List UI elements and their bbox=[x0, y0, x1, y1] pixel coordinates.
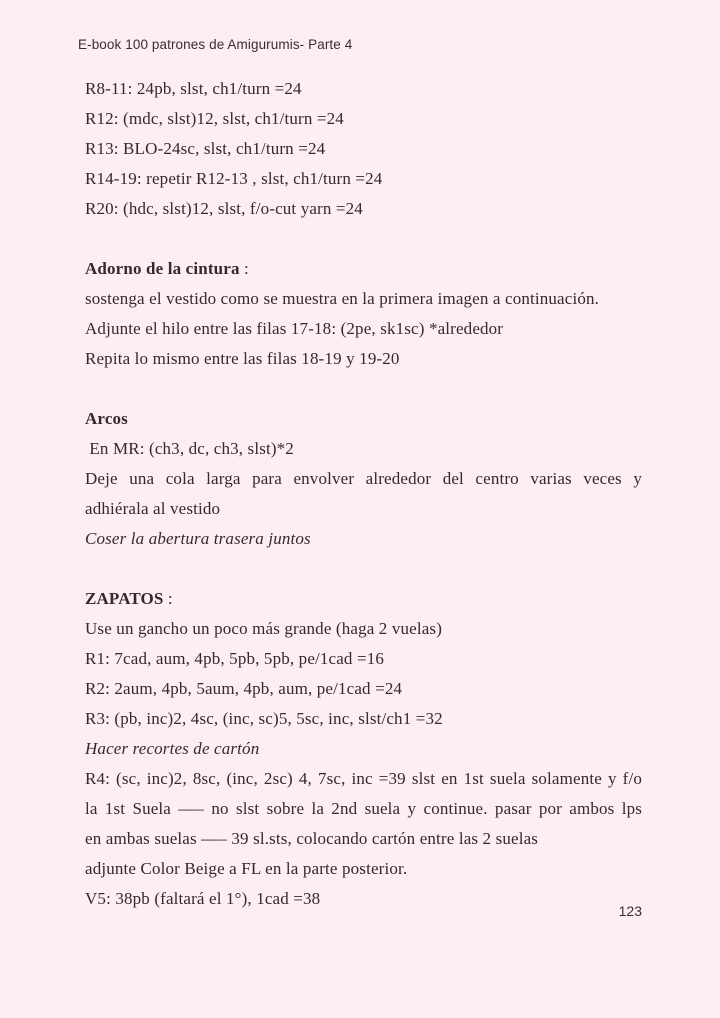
line-text: Deje una cola larga para envolver alrededor del centro varias veces y bbox=[85, 469, 642, 488]
text-line bbox=[85, 344, 642, 374]
text-line bbox=[85, 614, 642, 644]
section-heading bbox=[85, 584, 642, 614]
line-text: Repita lo mismo entre las filas 18-19 y 19-20 bbox=[85, 349, 400, 368]
line-text: adhiérala al vestido bbox=[85, 499, 221, 518]
text-line bbox=[85, 134, 642, 164]
heading-text: Adorno de la cintura bbox=[85, 259, 240, 278]
text-line bbox=[85, 854, 642, 884]
line-spacer bbox=[85, 224, 642, 254]
text-line bbox=[85, 794, 642, 824]
line-text: adjunte Color Beige a FL en la parte posterior. bbox=[85, 859, 408, 878]
text-line bbox=[85, 734, 642, 764]
text-line bbox=[85, 314, 642, 344]
text-line bbox=[85, 74, 642, 104]
line-text: R1: 7cad, aum, 4pb, 5pb, 5pb, pe/1cad =16 bbox=[85, 649, 385, 668]
line-text: Adjunte el hilo entre las filas 17-18: (2pe, sk1sc) *alrededor bbox=[85, 319, 504, 338]
line-text: R3: (pb, inc)2, 4sc, (inc, sc)5, 5sc, inc, slst/ch1 =32 bbox=[85, 709, 443, 728]
line-spacer bbox=[85, 554, 642, 584]
text-line bbox=[85, 704, 642, 734]
heading-colon: : bbox=[239, 259, 249, 278]
heading-text: Arcos bbox=[85, 409, 128, 428]
text-line bbox=[85, 104, 642, 134]
text-line bbox=[85, 764, 642, 794]
text-line bbox=[85, 524, 642, 554]
text-line bbox=[85, 464, 642, 494]
line-text: la 1st Suela —– no slst sobre la 2nd suela y continue. pasar por ambos lps bbox=[85, 799, 642, 818]
line-text: sostenga el vestido como se muestra en la primera imagen a continuación. bbox=[85, 289, 600, 308]
text-line bbox=[85, 284, 642, 314]
page-number: 123 bbox=[618, 903, 642, 919]
line-text: Coser la abertura trasera juntos bbox=[85, 529, 311, 548]
text-line bbox=[85, 824, 642, 854]
line-text: R14-19: repetir R12-13 , slst, ch1/turn =24 bbox=[85, 169, 383, 188]
text-line bbox=[85, 194, 642, 224]
line-text: en ambas suelas —– 39 sl.sts, colocando cartón entre las 2 suelas bbox=[85, 829, 539, 848]
text-line bbox=[85, 644, 642, 674]
line-text: R20: (hdc, slst)12, slst, f/o-cut yarn =24 bbox=[85, 199, 363, 218]
text-line bbox=[85, 674, 642, 704]
line-text: R13: BLO-24sc, slst, ch1/turn =24 bbox=[85, 139, 326, 158]
line-text: R4: (sc, inc)2, 8sc, (inc, 2sc) 4, 7sc, inc =39 slst en 1st suela solamente y f/o bbox=[85, 769, 642, 788]
line-text: V5: 38pb (faltará el 1°), 1cad =38 bbox=[85, 889, 321, 908]
line-text: R2: 2aum, 4pb, 5aum, 4pb, aum, pe/1cad =24 bbox=[85, 679, 403, 698]
line-text: R8-11: 24pb, slst, ch1/turn =24 bbox=[85, 79, 302, 98]
heading-text: ZAPATOS bbox=[85, 589, 164, 608]
text-line bbox=[85, 164, 642, 194]
text-line bbox=[85, 434, 642, 464]
heading-colon: : bbox=[163, 589, 173, 608]
line-text: En MR: (ch3, dc, ch3, slst)*2 bbox=[85, 439, 294, 458]
page-header: E-book 100 patrones de Amigurumis- Parte 4 bbox=[78, 37, 353, 52]
section-heading bbox=[85, 404, 642, 434]
section-heading bbox=[85, 254, 642, 284]
page-content bbox=[85, 74, 642, 914]
line-spacer bbox=[85, 374, 642, 404]
line-text: R12: (mdc, slst)12, slst, ch1/turn =24 bbox=[85, 109, 344, 128]
line-text: Hacer recortes de cartón bbox=[85, 739, 260, 758]
text-line bbox=[85, 494, 642, 524]
line-text: Use un gancho un poco más grande (haga 2 vuelas) bbox=[85, 619, 443, 638]
